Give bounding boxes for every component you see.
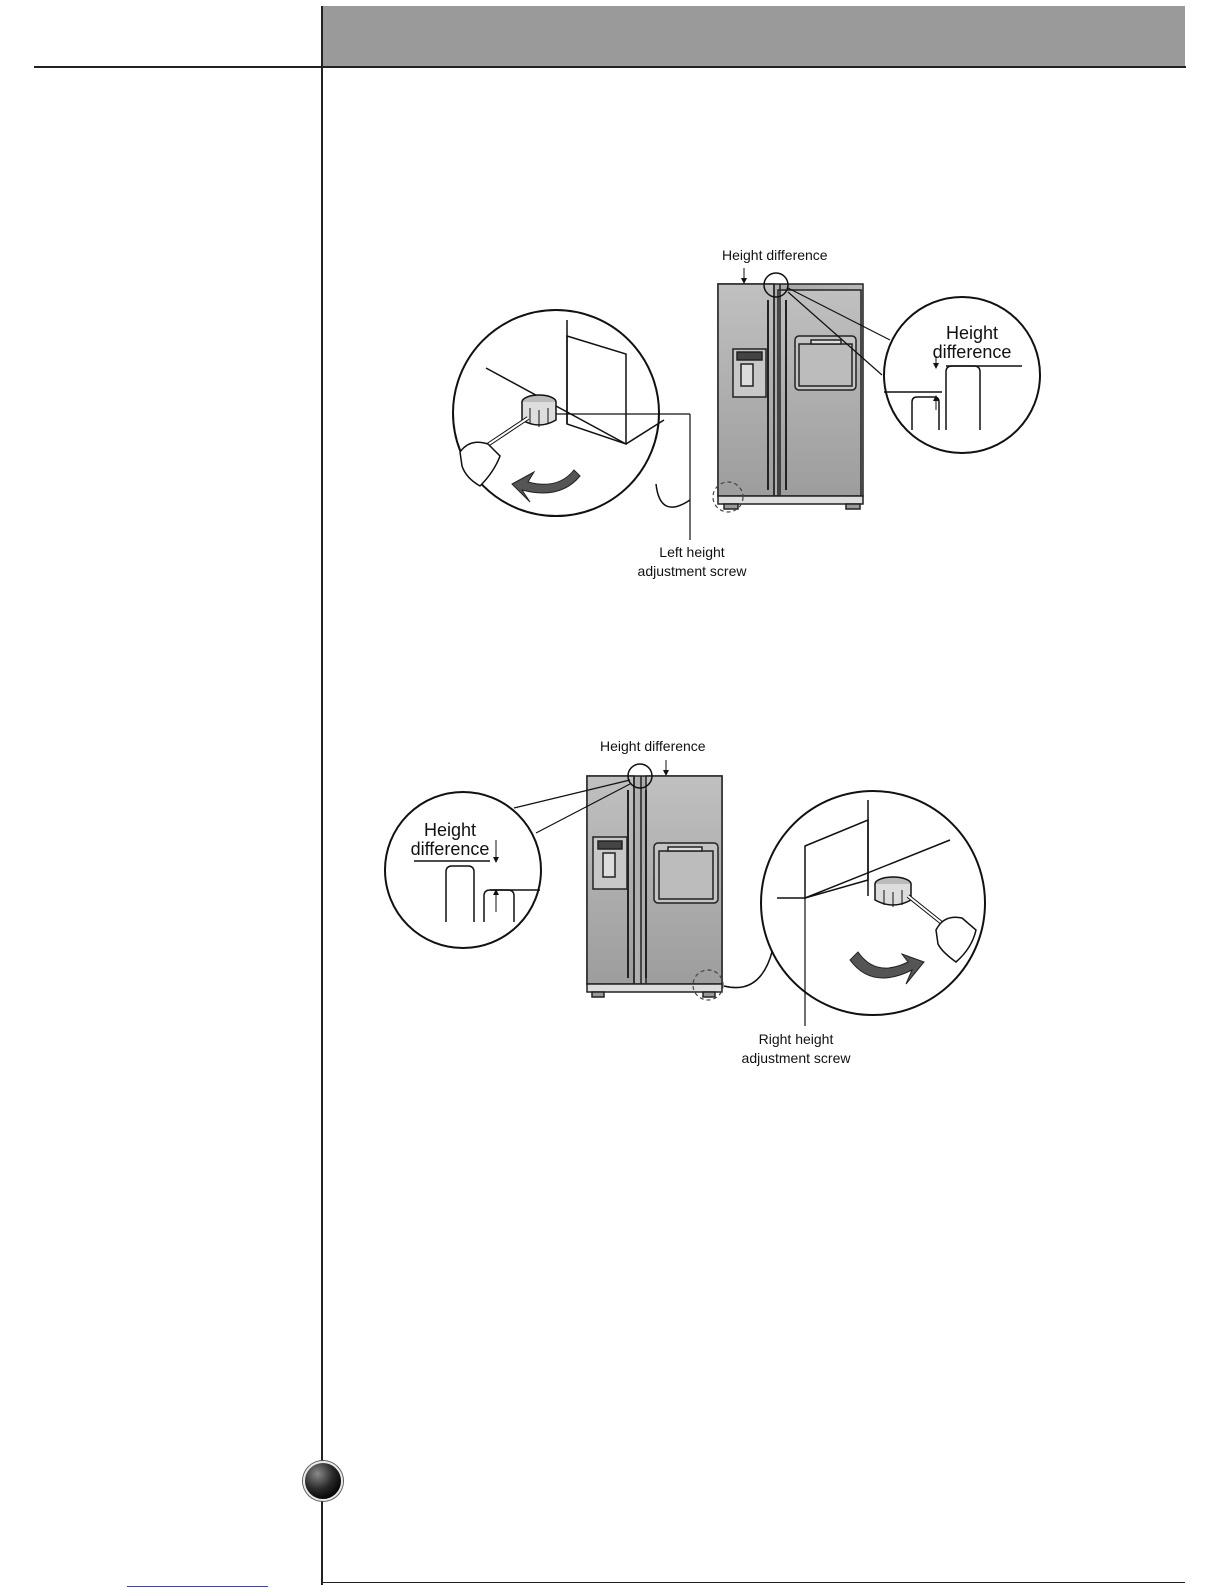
left-screw-label-line2: adjustment screw <box>637 563 747 579</box>
top-detail-label-line1: Height <box>945 323 999 343</box>
bottom-detail-label <box>400 821 500 859</box>
fridge-bottom <box>587 776 722 997</box>
left-screw-label <box>630 543 754 581</box>
figure-top <box>453 268 1040 540</box>
detail-circle-top-left <box>453 310 690 540</box>
fridge-top <box>718 284 863 509</box>
top-detail-label-line2: difference <box>932 342 1012 362</box>
bottom-detail-label-line2: difference <box>410 839 490 859</box>
bottom-detail-label-line1: Height <box>423 820 477 840</box>
bottom-height-difference-callout: Height difference <box>600 738 706 754</box>
figure-bottom <box>385 760 985 1026</box>
detail-circle-top-right <box>884 297 1040 453</box>
right-screw-label-line2: adjustment screw <box>741 1050 851 1066</box>
top-detail-label <box>922 324 1022 362</box>
detail-circle-bottom-left <box>385 792 541 948</box>
left-screw-label-line1: Left height <box>659 544 725 560</box>
right-screw-label <box>734 1030 858 1068</box>
top-height-difference-callout: Height difference <box>722 247 828 263</box>
right-screw-label-line1: Right height <box>758 1031 834 1047</box>
detail-circle-bottom-right <box>724 791 985 1026</box>
